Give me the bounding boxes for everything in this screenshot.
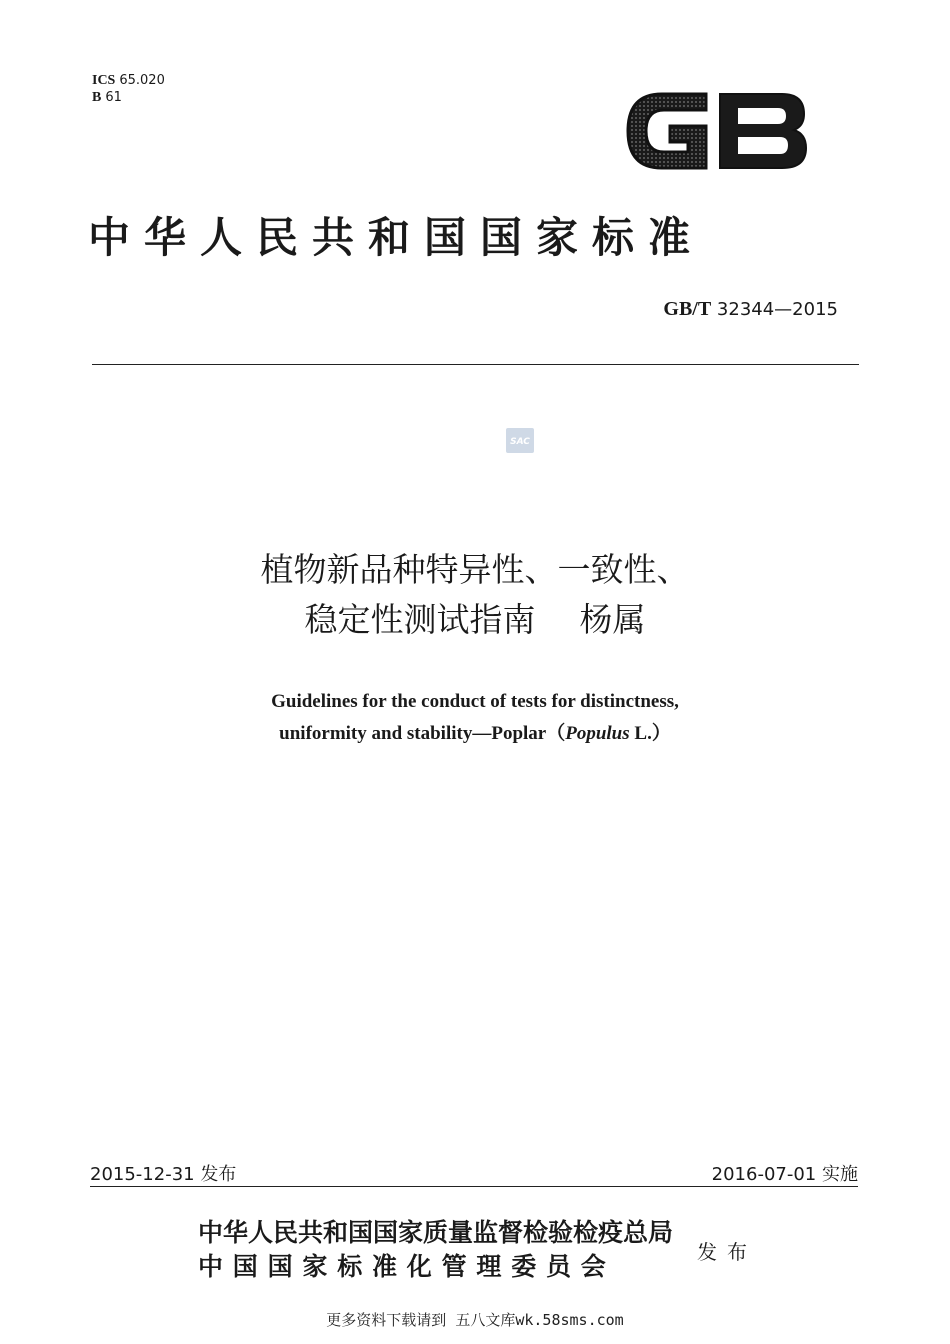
org-title: 中华人民共和国国家标准 [88, 213, 705, 262]
classification-codes [92, 72, 165, 106]
footer-download-link[interactable]: 更多资料下载请到 五八文库wk.58sms.com [326, 1311, 624, 1329]
title-en-line2-end: L.） [629, 723, 671, 744]
title-en-line1: Guidelines for the conduct of tests for distinctness, [271, 691, 679, 712]
title-cn-line2-main: 稳定性测试指南 [304, 600, 536, 639]
issue-verb: 发布 [697, 1240, 757, 1264]
standard-number-value: 32344—2015 [716, 299, 838, 320]
header-divider [92, 364, 859, 365]
issuer-sac: 中国国家标准化管理委员会 [198, 1252, 616, 1281]
gb-logo-icon [622, 84, 810, 178]
title-english [0, 686, 950, 750]
title-cn-genus: 杨属 [579, 600, 646, 639]
title-chinese [0, 545, 950, 645]
sac-watermark-text: SAC [510, 437, 530, 447]
ccs-label: B [92, 90, 102, 105]
ics-value: 65.020 [119, 73, 165, 88]
title-cn-line1: 植物新品种特异性、一致性、 [260, 550, 690, 589]
issue-date: 2015-12-31 发布 [90, 1164, 237, 1185]
sac-watermark-icon [506, 428, 534, 453]
ccs-value: 61 [105, 90, 122, 105]
title-en-line2 [0, 718, 950, 750]
implementation-date: 2016-07-01 实施 [711, 1164, 858, 1185]
ics-label: ICS [92, 73, 116, 88]
title-en-genus-italic: Populus [565, 723, 630, 744]
standard-number [663, 298, 838, 321]
title-cn-line2 [0, 595, 950, 645]
title-en-line2-start: uniformity and stability—Poplar（ [279, 723, 566, 744]
date-divider [90, 1186, 858, 1187]
standard-prefix: GB/T [663, 298, 712, 320]
issuer-aqsiq: 中华人民共和国国家质量监督检验检疫总局 [198, 1218, 674, 1247]
